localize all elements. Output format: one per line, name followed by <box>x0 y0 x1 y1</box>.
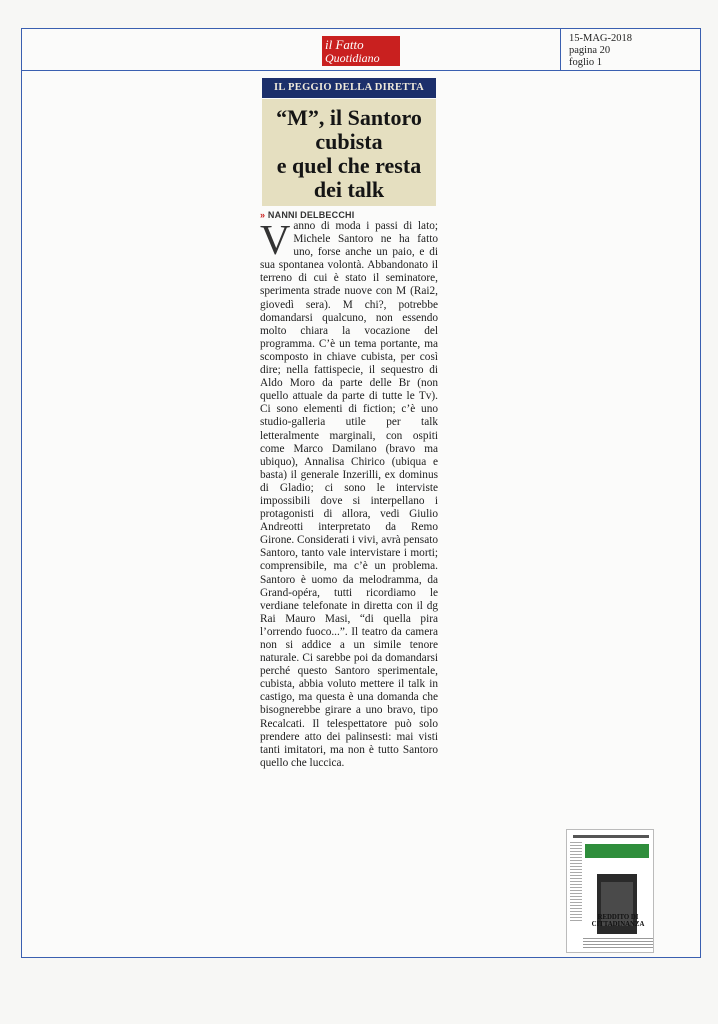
newspaper-logo <box>322 36 400 66</box>
headline-line: dei talk <box>313 177 385 202</box>
byline-author: NANNI DELBECCHI <box>267 210 355 220</box>
headline-line: e quel che resta <box>276 153 422 178</box>
thumbnail-text-column <box>570 842 582 922</box>
logo-line1: il Fatto <box>325 37 364 52</box>
page-thumbnail <box>566 829 654 953</box>
header-divider <box>560 28 561 70</box>
clipping-page: pagina 20 <box>569 45 611 56</box>
headline-line: “M”, il Santoro <box>276 105 422 130</box>
article-kicker: IL PEGGIO DELLA DIRETTA <box>262 78 436 98</box>
headline-line: cubista <box>315 129 383 154</box>
thumbnail-title: REDDITO DI CITTADINANZA <box>591 914 645 928</box>
article-headline <box>262 106 436 202</box>
thumbnail-caption <box>583 938 653 948</box>
clipping-date: 15-MAG-2018 <box>569 33 632 44</box>
article-body <box>260 220 438 770</box>
byline-marker: » <box>260 210 266 220</box>
header-rule <box>21 70 701 71</box>
thumbnail-green-banner <box>585 844 649 858</box>
clipping-meta <box>569 33 632 69</box>
clipping-sheet: foglio 1 <box>569 57 602 68</box>
logo-line2: Quotidiano <box>325 51 380 65</box>
article-paragraph: anno di moda i passi di lato; Michele Santoro ne ha fatto uno, forse anche un paio, e di sua spontanea volontà. Abbandonato il terreno di cui è stato il seminatore, sperimenta strade nuove con M (Rai2, giovedì sera). M chi?, potrebbe domandarsi qualcuno, non essendo molto chiara la vocazione del programma. C’è un tema portante, ma scomposto in chiave cubista, per così dire; nella fattispecie, il sequestro di Aldo Moro da parte delle Br (non quello attuale da parte di tutte le Tv). Ci sono elementi di fiction; c’è uno studio-galleria utile per talk letteralmente marginali, con ospiti come Marco Damilano (bravo ma ubiquo), Annalisa Chirico (ubiqua e basta) il generale Inzerilli, ex dominus di Gladio; ci sono le interviste impossibili dove si interpellano i protagonisti di allora, vedi Giulio Andreotti interpretato da Remo Girone. Considerati i vivi, avrà pensato Santoro, tanto vale intervistare i morti; comprensibile, ma c’è un problema. Santoro è uomo da melodramma, da Grand-opéra, tutti ricordiamo le verdiane telefonate in diretta con il dg Rai Mauro Masi, “di quella pira l’orrendo fuoco...”. Il teatro da camera non si addice a un simile tenore naturale. Ci sarebbe poi da domandarsi perché questo Santoro sperimentale, cubista, abbia voluto mettere il talk in castigo, ma questa è una domanda che bisognerebbe girare a uno bravo, tipo Recalcati. Il telespettatore può solo prendere atto dei palinsesti: mai visti tanti imitatori, ma non è tutto Santoro quello che luccica. <box>260 220 438 769</box>
drop-cap: V <box>260 218 291 264</box>
thumbnail-masthead <box>573 835 649 838</box>
